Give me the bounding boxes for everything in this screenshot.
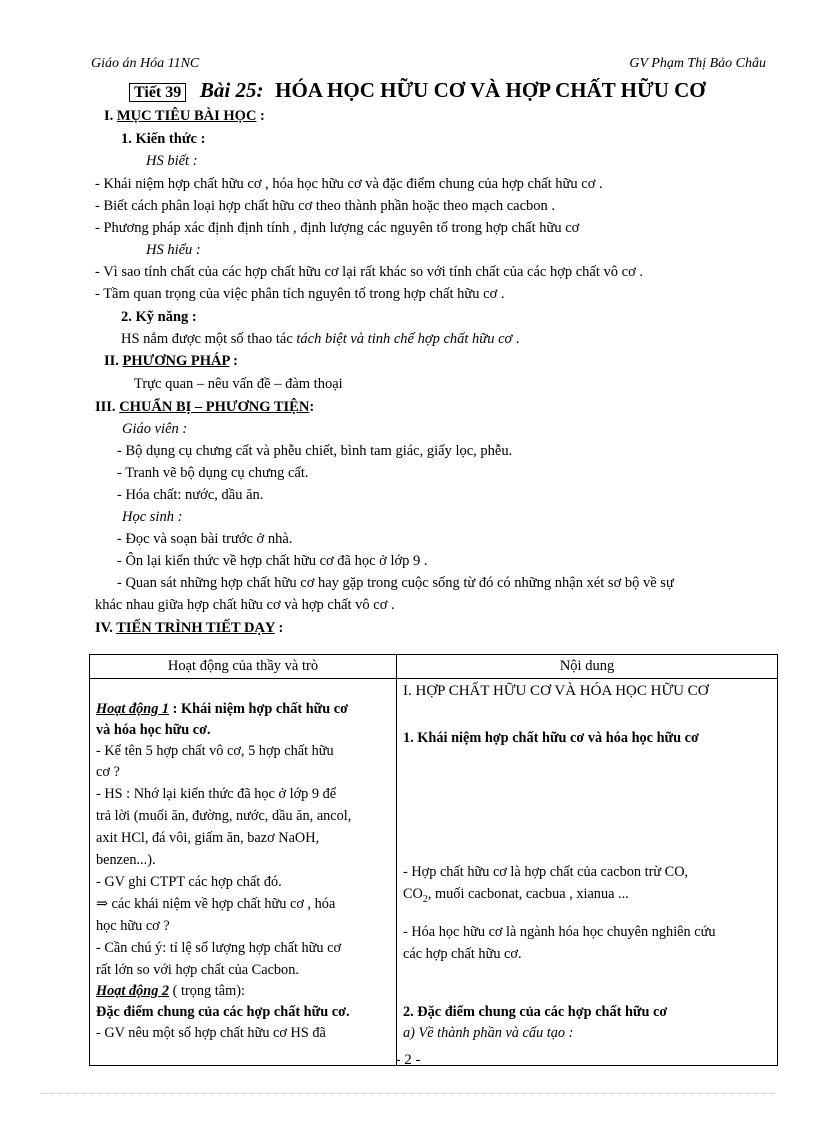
hs-biet-label: HS biết : <box>146 153 198 169</box>
hoat-dong-1: Hoạt động 1 : Khái niệm hợp chất hữu cơ <box>96 701 349 717</box>
hoat-dong-1-line2: và hóa học hữu cơ. <box>96 722 211 738</box>
gv-item-3: - Hóa chất: nước, dầu ăn. <box>117 487 264 503</box>
content-line: - Hóa học hữu cơ là ngành hóa học chuyên nghiên cứu <box>403 924 716 940</box>
activity-line: cơ ? <box>96 764 120 780</box>
ky-nang-heading: 2. Kỹ năng : <box>121 309 197 325</box>
biet-item-3: - Phương pháp xác định định tính , định lượng các nguyên tố trong hợp chất hữu cơ <box>95 220 580 236</box>
biet-item-2: - Biết cách phân loại hợp chất hữu cơ theo thành phần hoặc theo mạch cacbon . <box>95 198 556 214</box>
hs-item-1: - Đọc và soạn bài trước ở nhà. <box>117 531 293 547</box>
ky-nang-text: HS nắm được một số thao tác tách biệt và tinh chế hợp chất hữu cơ . <box>121 331 520 347</box>
content-heading-1: I. HỢP CHẤT HỮU CƠ VÀ HÓA HỌC HỮU CƠ <box>403 683 709 699</box>
activity-line: benzen...). <box>96 852 156 868</box>
content-line-co2: $CO_2$, muối cacbonat, cacbua , xianua ... <box>403 886 629 905</box>
section-1-heading: I. MỤC TIÊU BÀI HỌC : <box>104 108 265 124</box>
content-line: các hợp chất hữu cơ. <box>403 946 522 962</box>
table-header-activities: Hoạt động của thầy và trò <box>90 655 397 679</box>
hoat-dong-2-line2: Đặc điểm chung của các hợp chất hữu cơ. <box>96 1004 350 1020</box>
phuong-phap-text: Trực quan – nêu vấn đề – đàm thoại <box>134 376 343 392</box>
activity-line: - HS : Nhớ lại kiến thức đã học ở lớp 9 để <box>96 786 337 802</box>
header-right: GV Phạm Thị Bảo Châu <box>629 56 766 71</box>
activity-line: rất lớn so với hợp chất của Cacbon. <box>96 962 299 978</box>
hs-hieu-label: HS hiểu : <box>146 242 201 258</box>
table-cell-activities <box>90 679 397 1066</box>
content-line: - Hợp chất hữu cơ là hợp chất của cacbon trừ CO, <box>403 864 689 880</box>
page-divider <box>40 1093 776 1094</box>
page-number: - 2 - <box>395 1052 421 1068</box>
activity-line: - Cần chú ý: tỉ lệ số lượng hợp chất hữu cơ <box>96 940 342 956</box>
section-3-heading: III. CHUẨN BỊ – PHƯƠNG TIỆN: <box>95 399 315 415</box>
header-left: Giáo án Hóa 11NC <box>91 56 200 71</box>
hs-item-3-cont: khác nhau giữa hợp chất hữu cơ và hợp chất vô cơ . <box>95 597 395 613</box>
hoat-dong-2: Hoạt động 2 ( trọng tâm): <box>96 983 245 999</box>
activity-line: học hữu cơ ? <box>96 918 170 934</box>
table-header-content: Nội dung <box>397 655 778 679</box>
lesson-main-title: HÓA HỌC HỮU CƠ VÀ HỢP CHẤT HỮU CƠ <box>275 78 706 102</box>
biet-item-1: - Khái niệm hợp chất hữu cơ , hóa học hữu cơ và đặc điểm chung của hợp chất hữu cơ . <box>95 176 603 192</box>
hs-item-3: - Quan sát những hợp chất hữu cơ hay gặp trong cuộc sống từ đó có những nhận xét sơ bộ về sự <box>117 575 674 591</box>
giao-vien-label: Giáo viên : <box>122 421 188 437</box>
section-2-heading: II. PHƯƠNG PHÁP : <box>104 353 239 369</box>
lesson-title <box>129 78 706 103</box>
activity-line: - GV nêu một số hợp chất hữu cơ HS đã <box>96 1025 326 1041</box>
lesson-bai: Bài 25: <box>199 78 264 102</box>
activity-line: - GV ghi CTPT các hợp chất đó. <box>96 874 282 890</box>
content-subheading-2: 2. Đặc điểm chung của các hợp chất hữu cơ <box>403 1004 668 1020</box>
table-cell-content <box>397 679 778 1066</box>
section-4-heading: IV. TIẾN TRÌNH TIẾT DẠY : <box>95 620 284 636</box>
gv-item-1: - Bộ dụng cụ chưng cất và phễu chiết, bình tam giác, giấy lọc, phễu. <box>117 443 513 459</box>
content-subheading-2a: a) Về thành phần và cấu tạo : <box>403 1025 574 1041</box>
activity-line: trả lời (muối ăn, đường, nước, dầu ăn, ancol, <box>96 808 352 824</box>
hieu-item-2: - Tầm quan trọng của việc phân tích nguyên tố trong hợp chất hữu cơ . <box>95 286 505 302</box>
hieu-item-1: - Vì sao tính chất của các hợp chất hữu cơ lại rất khác so với tính chất của các hợp chất vô cơ . <box>95 264 643 280</box>
activity-line-arrow: ⇒ các khái niệm về hợp chất hữu cơ , hóa <box>96 896 336 912</box>
lesson-number-box: Tiết 39 <box>129 83 186 102</box>
activity-line: axit HCl, đá vôi, giấm ăn, bazơ NaOH, <box>96 830 320 846</box>
content-subheading-1: 1. Khái niệm hợp chất hữu cơ và hóa học hữu cơ <box>403 730 699 746</box>
hs-item-2: - Ôn lại kiến thức về hợp chất hữu cơ đã học ở lớp 9 . <box>117 553 428 569</box>
hoc-sinh-label: Học sinh : <box>122 509 183 525</box>
implies-arrow-icon: ⇒ <box>96 896 108 912</box>
gv-item-2: - Tranh vẽ bộ dụng cụ chưng cất. <box>117 465 309 481</box>
lesson-plan-table <box>89 654 778 1066</box>
activity-line: - Kể tên 5 hợp chất vô cơ, 5 hợp chất hữu <box>96 743 334 759</box>
kien-thuc-heading: 1. Kiến thức : <box>121 131 206 147</box>
